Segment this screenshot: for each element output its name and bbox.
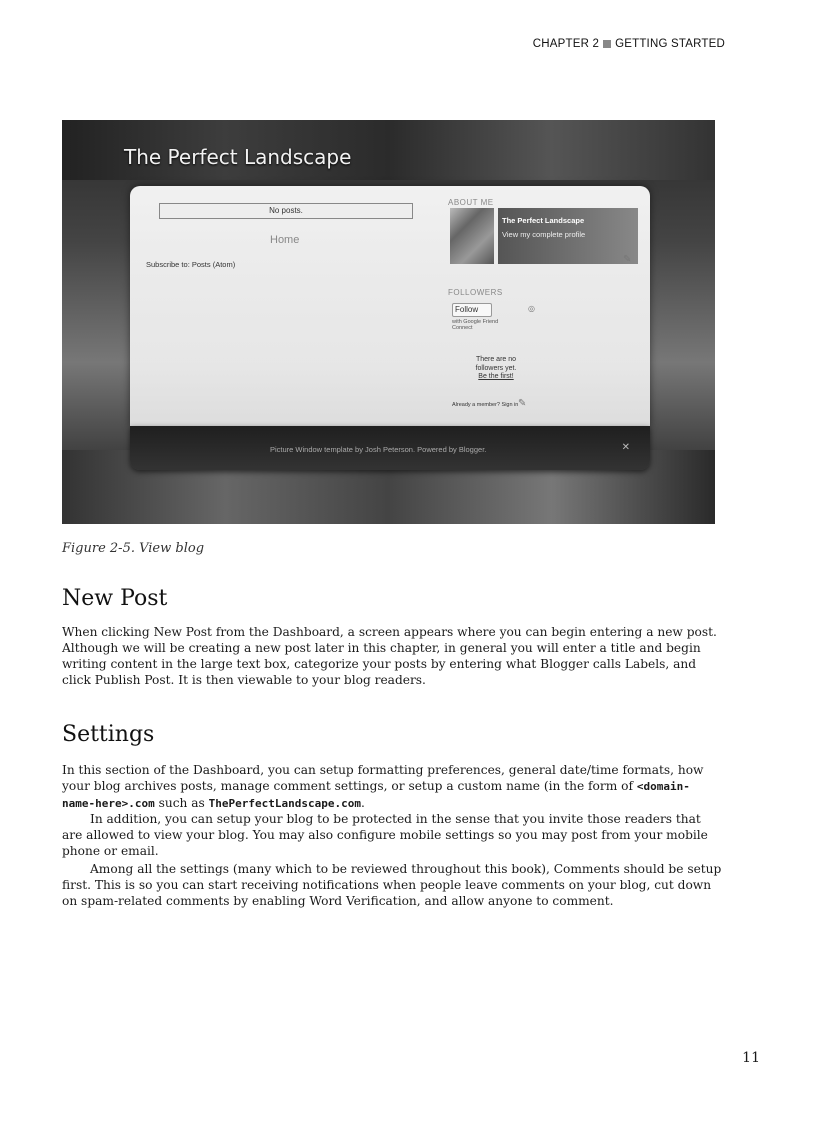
running-head xyxy=(533,38,725,50)
profile-box xyxy=(498,208,638,264)
about-me-heading: ABOUT ME xyxy=(448,198,494,207)
figure-caption: Figure 2-5. View blog xyxy=(62,541,205,556)
no-followers-line-1: There are no xyxy=(475,356,517,363)
settings-paragraph-2: In addition, you can setup your blog to be protected in the sense that you invite those readers that are allowed to view your blog. You may also configure mobile settings so you may post from your mobile phone or email. xyxy=(62,812,708,858)
settings-p1-mid: such as xyxy=(154,796,209,810)
already-member-text[interactable]: Already a member? Sign in xyxy=(452,402,519,408)
follow-button[interactable] xyxy=(452,303,492,317)
blog-screenshot-figure xyxy=(62,120,715,524)
subscribe-link[interactable]: Subscribe to: Posts (Atom) xyxy=(146,260,236,269)
blog-title[interactable]: The Perfect Landscape xyxy=(124,145,352,169)
new-post-paragraph: When clicking New Post from the Dashboard, a screen appears where you can begin entering a new post. Although we will be creating a new post later in this chapter, in general you will enter a title and begin writing content in the large text box, categorize your posts by entering what Blogger calls Labels, and click Publish Post. It is then viewable to your blog readers. xyxy=(62,625,717,687)
settings-p1-code-domain: <domain-name-here>.com xyxy=(62,780,690,810)
no-followers-text xyxy=(466,356,526,382)
no-followers-line-2: followers yet. xyxy=(475,364,517,372)
pencil-icon[interactable]: ✎ xyxy=(518,398,527,409)
blog-content-panel xyxy=(130,186,650,426)
section-heading-new-post: New Post xyxy=(62,586,168,611)
gfc-logo-icon: ◎ xyxy=(528,304,535,313)
running-head-chapter: CHAPTER 2 xyxy=(532,38,600,50)
footer-credits: Picture Window template by Josh Peterson. Powered by Blogger. xyxy=(270,445,487,454)
home-link[interactable]: Home xyxy=(270,234,300,246)
pencil-icon[interactable]: ✎ xyxy=(623,254,632,265)
profile-link[interactable]: View my complete profile xyxy=(502,230,586,239)
settings-paragraph-1 xyxy=(62,762,722,812)
follow-button-label: Follow xyxy=(455,305,479,314)
blog-footer xyxy=(130,426,650,470)
followers-heading: FOLLOWERS xyxy=(448,288,503,297)
settings-paragraph-3: Among all the settings (many which to be reviewed throughout this book), Comments should be setup first. This is so you can start receiving notifications when people leave comments on your blog, cut down on spam-related comments by enabling Word Verification, and allow anyone to comment. xyxy=(62,862,722,908)
gfc-caption: with Google Friend Connect xyxy=(452,319,499,331)
be-first-link[interactable]: Be the first! xyxy=(478,373,514,380)
blog-sidebar xyxy=(448,198,644,426)
square-bullet-icon xyxy=(603,40,611,48)
section-heading-settings: Settings xyxy=(62,722,155,747)
running-head-title: GETTING STARTED xyxy=(615,38,725,50)
page-number: 11 xyxy=(742,1050,760,1066)
no-posts-message: No posts. xyxy=(159,203,413,219)
profile-name[interactable]: The Perfect Landscape xyxy=(502,216,585,225)
wrench-icon[interactable]: ✕ xyxy=(621,442,630,453)
settings-p1-text: In this section of the Dashboard, you can setup formatting preferences, general date/time formats, how your blog archives posts, manage comment settings, or setup a custom name (in the form of xyxy=(62,763,704,793)
settings-p1-end: . xyxy=(360,796,365,810)
settings-p1-code-example: ThePerfectLandscape.com xyxy=(208,797,361,810)
profile-avatar xyxy=(450,208,494,264)
